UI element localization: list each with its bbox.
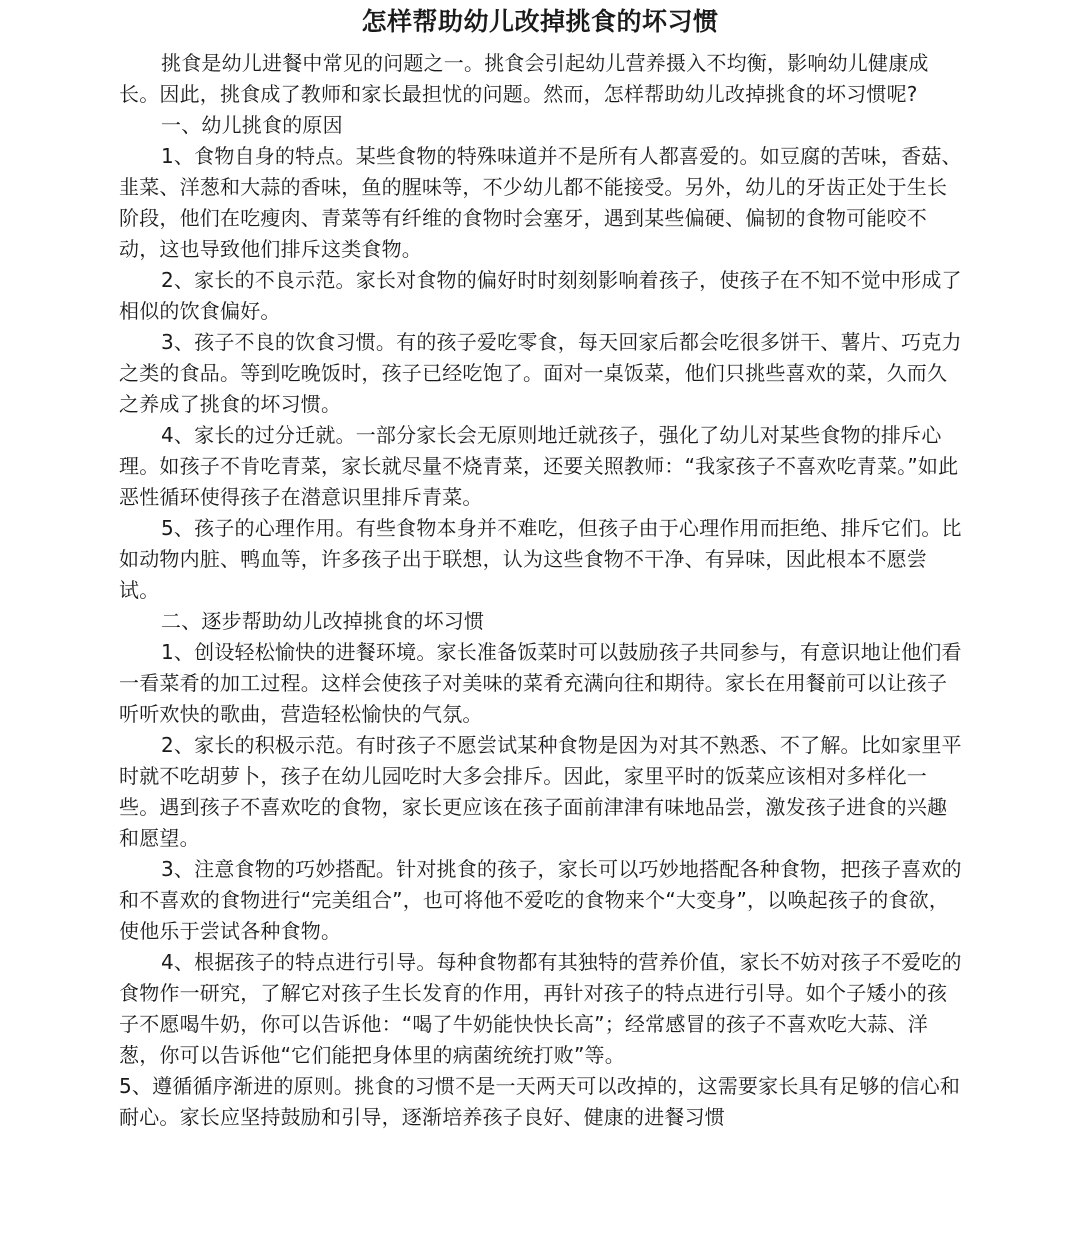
- document-body: [119, 48, 964, 1133]
- paragraph-cause-3: 3、孩子不良的饮食习惯。有的孩子爱吃零食，每天回家后都会吃很多饼干、薯片、巧克力之类的食品。等到吃晚饭时，孩子已经吃饱了。面对一桌饭菜，他们只挑些喜欢的菜，久而久之养成了挑食的坏习惯。: [119, 330, 962, 416]
- section-heading-causes: 一、幼儿挑食的原因: [161, 113, 343, 137]
- paragraph-cause-1: 1、食物自身的特点。某些食物的特殊味道并不是所有人都喜爱的。如豆腐的苦味，香菇、韭菜、洋葱和大蒜的香味，鱼的腥味等，不少幼儿都不能接受。另外，幼儿的牙齿正处于生长阶段，他们在吃瘦肉、青菜等有纤维的食物时会塞牙，遇到某些偏硬、偏韧的食物可能咬不动，这也导致他们排斥这类食物。: [119, 144, 962, 261]
- paragraph-intro: 挑食是幼儿进餐中常见的问题之一。挑食会引起幼儿营养摄入不均衡，影响幼儿健康成长。因此，挑食成了教师和家长最担忧的问题。然而，怎样帮助幼儿改掉挑食的坏习惯呢?: [119, 51, 929, 106]
- paragraph-solution-2: 2、家长的积极示范。有时孩子不愿尝试某种食物是因为对其不熟悉、不了解。比如家里平时就不吃胡萝卜，孩子在幼儿园吃时大多会排斥。因此，家里平时的饭菜应该相对多样化一些。遇到孩子不喜欢吃的食物，家长更应该在孩子面前津津有味地品尝，激发孩子进食的兴趣和愿望。: [119, 733, 962, 850]
- paragraph-solution-5: 5、遵循循序渐进的原则。挑食的习惯不是一天两天可以改掉的，这需要家长具有足够的信心和耐心。家长应坚持鼓励和引导，逐渐培养孩子良好、健康的进餐习惯: [119, 1074, 961, 1129]
- document-title: 怎样帮助幼儿改掉挑食的坏习惯: [361, 7, 719, 36]
- paragraph-cause-5: 5、孩子的心理作用。有些食物本身并不难吃，但孩子由于心理作用而拒绝、排斥它们。比如动物内脏、鸭血等，许多孩子出于联想，认为这些食物不干净、有异味，因此根本不愿尝试。: [119, 516, 962, 602]
- paragraph-solution-4: 4、根据孩子的特点进行引导。每种食物都有其独特的营养价值，家长不妨对孩子不爱吃的食物作一研究，了解它对孩子生长发育的作用，再针对孩子的特点进行引导。如个子矮小的孩子不愿喝牛奶，你可以告诉他：“喝了牛奶能快快长高”；经常感冒的孩子不喜欢吃大蒜、洋葱，你可以告诉他“它们能把身体里的病菌统统打败”等。: [119, 950, 962, 1067]
- paragraph-solution-1: 1、创设轻松愉快的进餐环境。家长准备饭菜时可以鼓励孩子共同参与，有意识地让他们看一看菜肴的加工过程。这样会使孩子对美味的菜肴充满向往和期待。家长在用餐前可以让孩子听听欢快的歌曲，营造轻松愉快的气氛。: [119, 640, 962, 726]
- paragraph-cause-2: 2、家长的不良示范。家长对食物的偏好时时刻刻影响着孩子，使孩子在不知不觉中形成了相似的饮食偏好。: [119, 268, 962, 323]
- paragraph-solution-3: 3、注意食物的巧妙搭配。针对挑食的孩子，家长可以巧妙地搭配各种食物，把孩子喜欢的和不喜欢的食物进行“完美组合”，也可将他不爱吃的食物来个“大变身”，以唤起孩子的食欲，使他乐于尝试各种食物。: [119, 857, 962, 943]
- paragraph-cause-4: 4、家长的过分迁就。一部分家长会无原则地迁就孩子，强化了幼儿对某些食物的排斥心理。如孩子不肯吃青菜，家长就尽量不烧青菜，还要关照教师：“我家孩子不喜欢吃青菜。”如此恶性循环使得孩子在潜意识里排斥青菜。: [119, 423, 959, 509]
- section-heading-solutions: 二、逐步帮助幼儿改掉挑食的坏习惯: [161, 609, 485, 633]
